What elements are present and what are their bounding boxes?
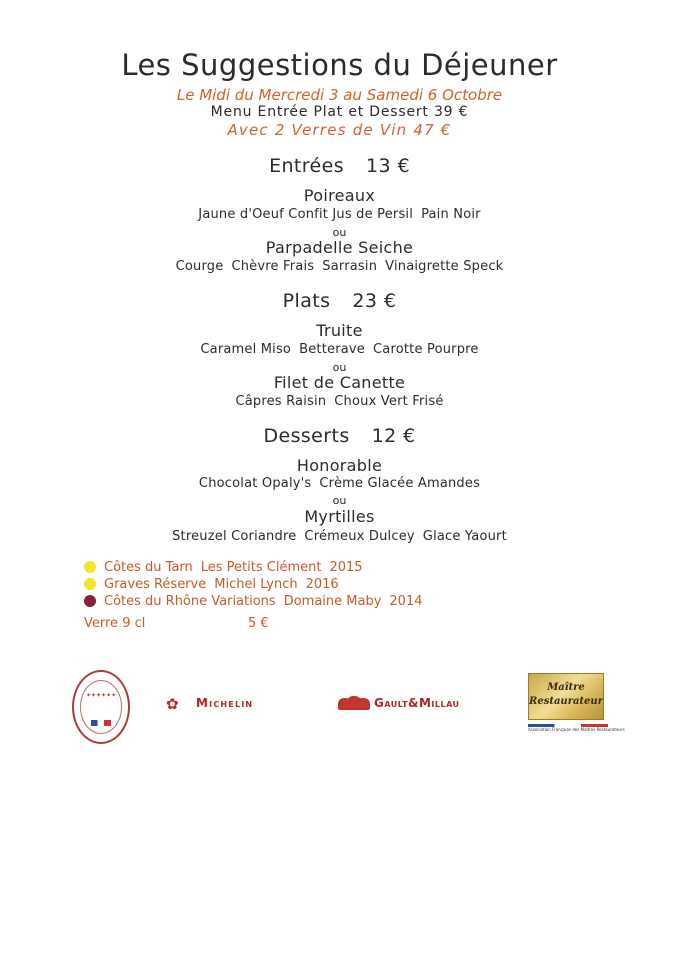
menu-with-wine-price: Avec 2 Verres de Vin 47 € [227, 121, 452, 139]
section-price: 13 € [366, 155, 410, 177]
dish-description [0, 207, 679, 222]
or-separator: ou [332, 494, 347, 507]
dish-name: Filet de Canette [273, 373, 406, 392]
dish-description [0, 394, 679, 409]
dish-name: Poireaux [303, 186, 376, 205]
college-culinaire-seal-logo: ✦✦✦✦✦✦ [72, 670, 130, 744]
michelin-label: Michelin [196, 696, 254, 710]
ingredient: Jaune d'Oeuf Confit Jus de Persil [198, 207, 414, 222]
plaque-caption [528, 724, 625, 734]
section-name: Plats [282, 290, 331, 312]
ingredient: Streuzel Coriandre [172, 529, 297, 544]
ingredient: Choux Vert Frisé [334, 394, 444, 409]
wine-year: 2014 [389, 594, 423, 609]
dish-description [0, 259, 679, 274]
ingredient: Courge [175, 259, 224, 274]
glass-label: Verre 9 cl [84, 616, 146, 631]
wine-name: Graves Réserve [104, 577, 207, 592]
wine-year: 2016 [305, 577, 339, 592]
michelin-flower-icon: ✿ [166, 695, 180, 713]
dish-description [0, 529, 679, 544]
or-separator: ou [332, 226, 347, 239]
section-name: Entrées [269, 155, 345, 177]
dish-description [0, 342, 679, 357]
red-wine-dot-icon [84, 595, 96, 607]
ingredient: Glace Yaourt [422, 529, 507, 544]
plaque-line: Restaurateur [529, 696, 603, 707]
dish-name: Myrtilles [304, 507, 375, 526]
ingredient: Carotte Pourpre [373, 342, 479, 357]
dish-description [0, 476, 679, 491]
wine-producer: Michel Lynch [214, 577, 298, 592]
dish-name: Parpadelle Seiche [265, 238, 414, 257]
glass-price-line [84, 616, 269, 631]
ingredient: Chocolat Opaly's [198, 476, 312, 491]
ingredient: Betterave [299, 342, 366, 357]
menu-title: Les Suggestions du Déjeuner [121, 48, 558, 82]
dish-name: Honorable [296, 456, 383, 475]
white-wine-dot-icon [84, 561, 96, 573]
section-entrees-title [0, 155, 679, 177]
section-name: Desserts [263, 425, 350, 447]
toque-icon [338, 696, 370, 710]
ingredient: Pain Noir [421, 207, 481, 222]
or-separator: ou [332, 361, 347, 374]
wine-producer: Les Petits Clément [200, 560, 322, 575]
section-price: 12 € [371, 425, 416, 447]
ingredient: Vinaigrette Speck [385, 259, 504, 274]
plaque-caption-text: Association Française des Maîtres Restaurateurs [528, 727, 625, 732]
wine-name: Côtes du Rhône Variations [104, 594, 276, 609]
ingredient: Sarrasin [322, 259, 378, 274]
white-wine-dot-icon [84, 578, 96, 590]
wine-year: 2015 [329, 560, 363, 575]
ingredient: Câpres Raisin [235, 394, 327, 409]
gault-millau-label: Gault&Millau [374, 696, 460, 710]
ingredient: Caramel Miso [200, 342, 292, 357]
dish-name: Truite [316, 321, 363, 340]
wine-name: Côtes du Tarn [104, 560, 193, 575]
section-desserts-title [0, 425, 679, 447]
date-range: Le Midi du Mercredi 3 au Samedi 6 Octobre [176, 86, 503, 104]
glass-price: 5 € [248, 616, 269, 631]
maitre-restaurateur-plaque [528, 673, 604, 720]
section-price: 23 € [352, 290, 397, 312]
ingredient: Crème Glacée Amandes [319, 476, 481, 491]
ingredient: Chèvre Frais [231, 259, 315, 274]
section-plats-title [0, 290, 679, 312]
plaque-line: Maître [547, 682, 585, 693]
wine-producer: Domaine Maby [283, 594, 382, 609]
menu-price: Menu Entrée Plat et Dessert 39 € [210, 104, 469, 120]
ingredient: Crémeux Dulcey [304, 529, 415, 544]
